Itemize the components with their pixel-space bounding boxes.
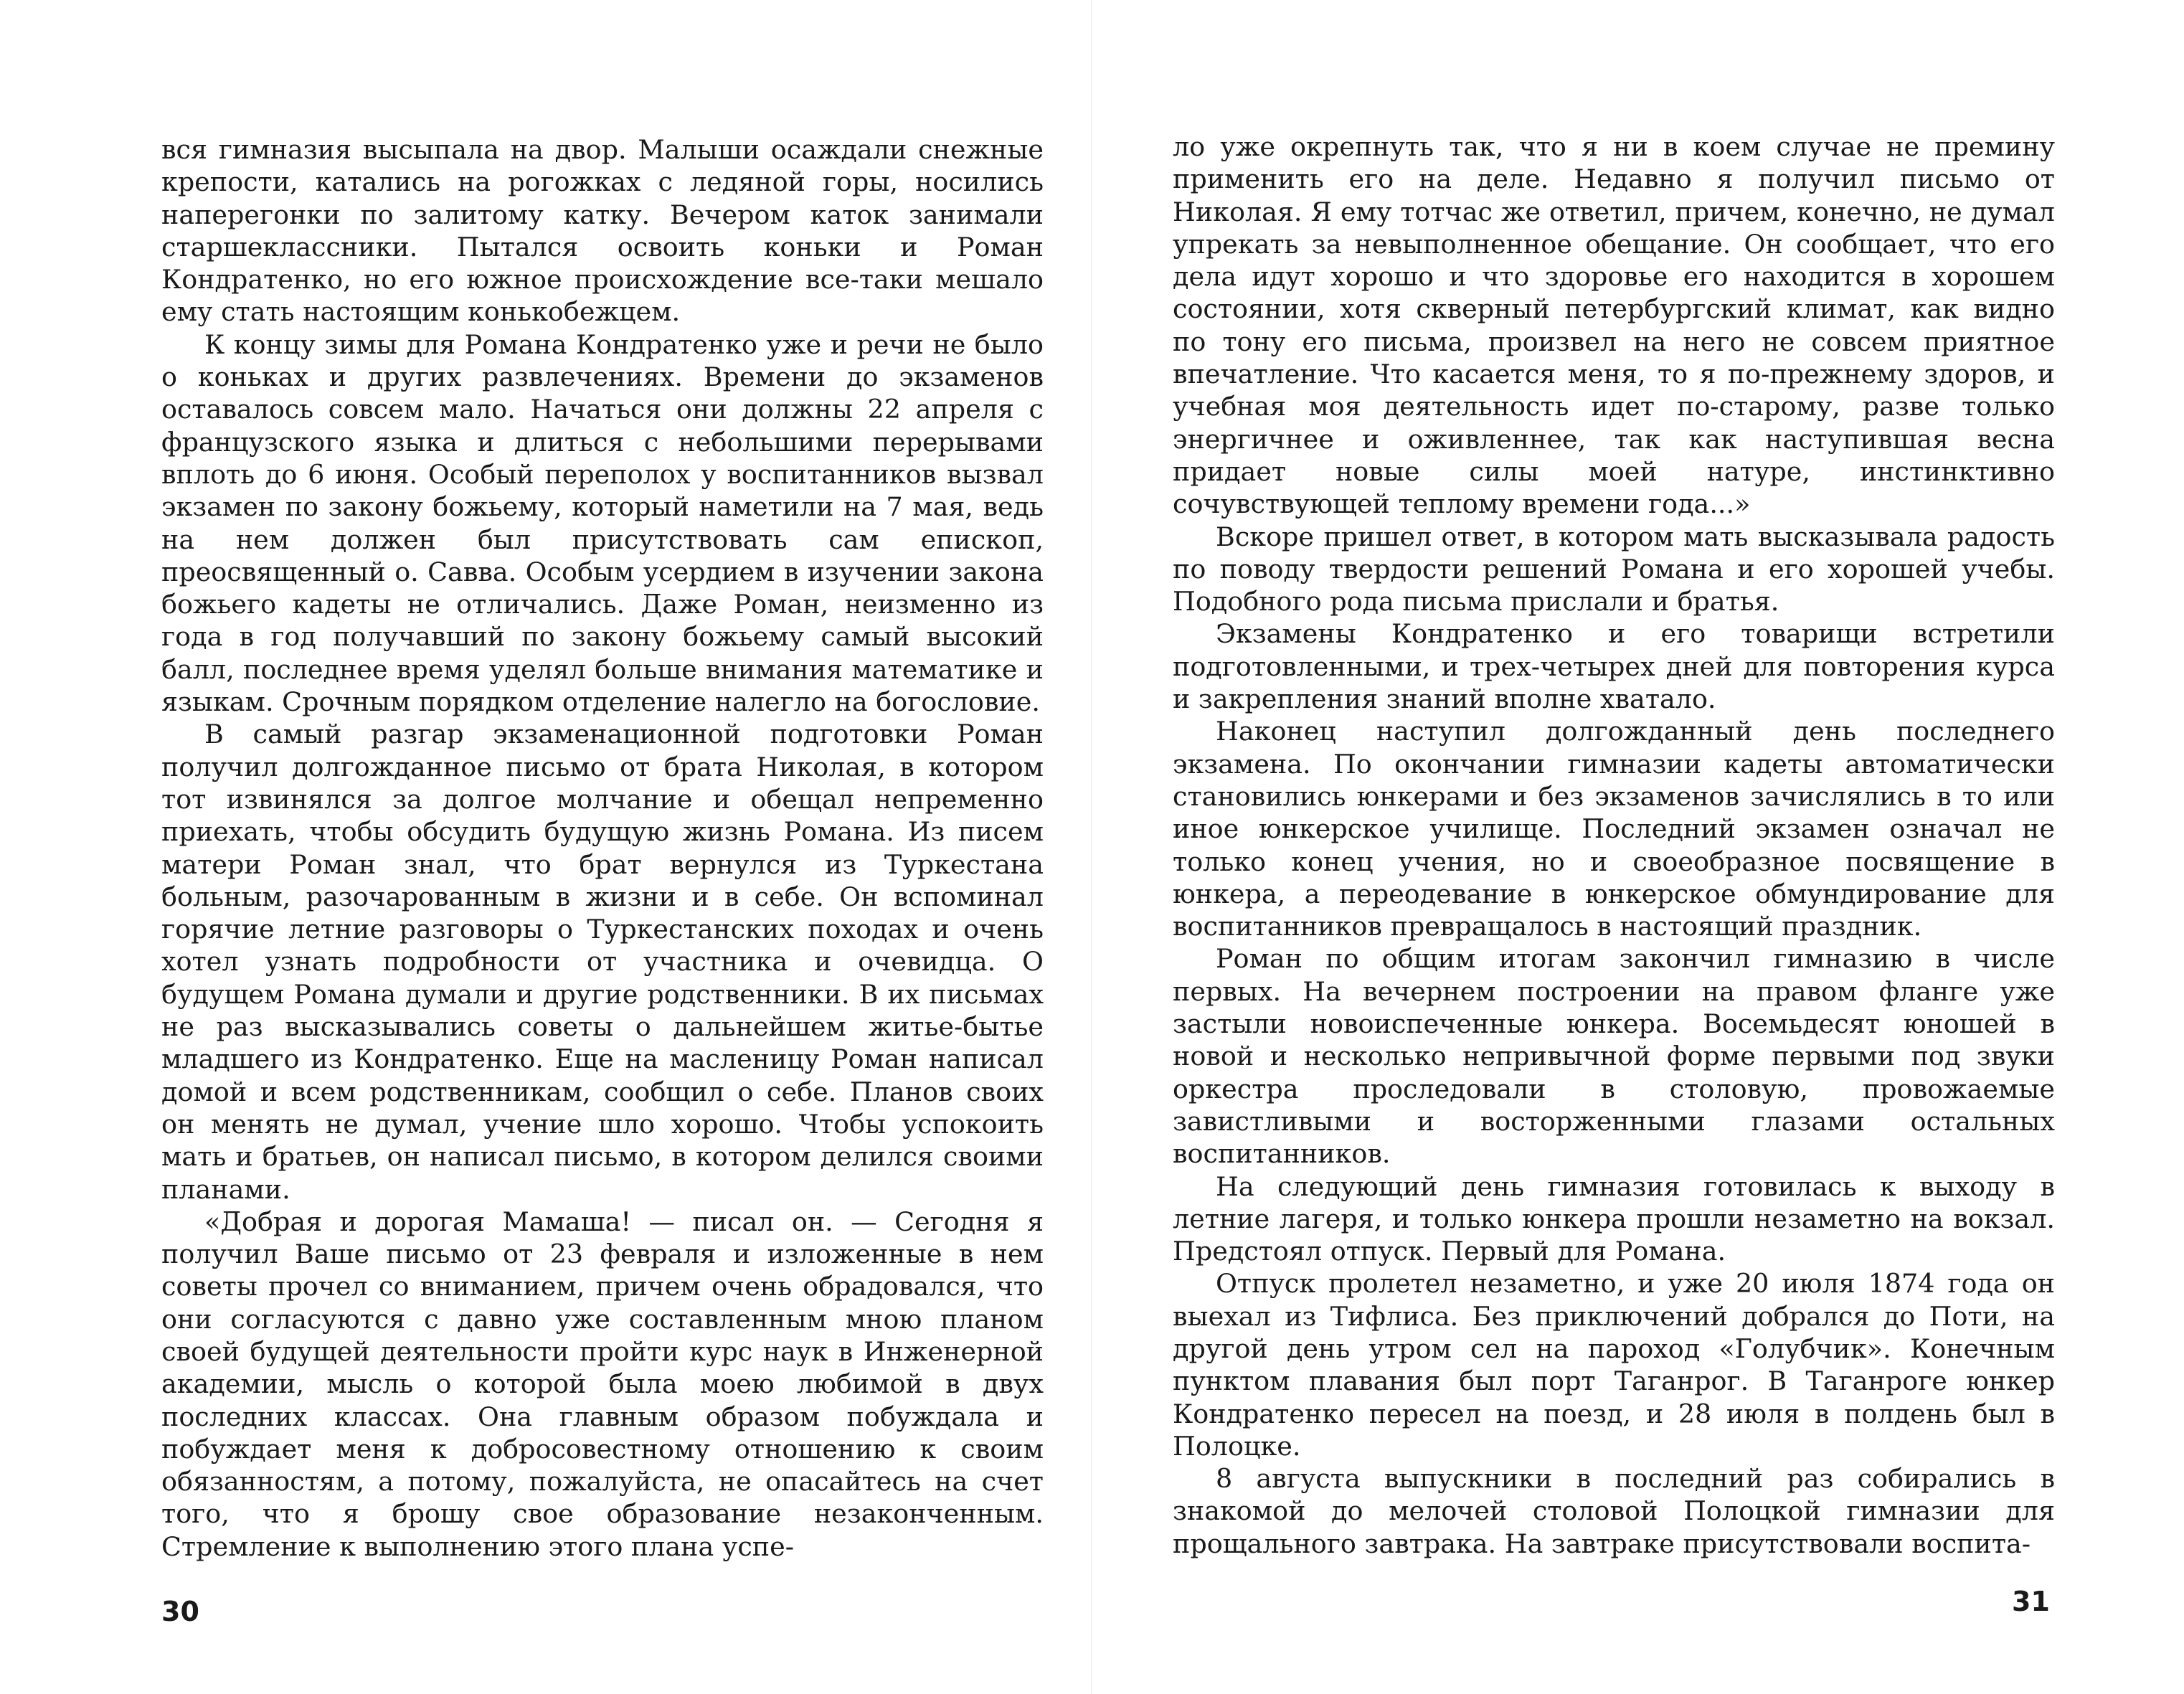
paragraph: ло уже окрепнуть так, что я ни в коем случае не премину применить его на деле. Недавно я получил письмо от Николая. Я ему тотчас же ответил, причем, конечно, не думал упрекать за невыполненное обещание. Он сообщает, что его дела идут хорошо и что здоровье его находится в хорошем состоянии, хотя скверный петербургский климат, как видно по тону его письма, произвел на него не совсем приятное впечатление. Что касается меня, то я по-прежнему здоров, и учебная моя деятельность идет по-старому, разве только энергичнее и оживленнее, так как наступившая весна придает новые силы моей натуре, инстинктивно сочувствующей теплому времени года...» <box>1173 131 2055 520</box>
paragraph: Отпуск пролетел незаметно, и уже 20 июля 1874 года он выехал из Тифлиса. Без приключений добрался до Поти, на другой день утром сел на пароход «Голубчик». Конечным пунктом плавания был порт Таганрог. В Таганроге юнкер Кондратенко пересел на поезд, и 28 июля в полдень был в Полоцке. <box>1173 1268 2055 1462</box>
right-page <box>1092 0 2184 1694</box>
paragraph: В самый разгар экзаменационной подготовки Роман получил долгожданное письмо от брата Николая, в котором тот извинялся за долгое молчание и обещал непременно приехать, чтобы обсудить будущую жизнь Романа. Из писем матери Роман знал, что брат вернулся из Туркестана больным, разочарованным в жизни и в себе. Он вспоминал горячие летние разговоры о Туркестанских походах и очень хотел узнать подробности от участника и очевидца. О будущем Романа думали и другие родственники. В их письмах не раз высказывались советы о дальнейшем житье-бытье младшего из Кондратенко. Еще на масленицу Роман написал домой и всем родственникам, сообщил о себе. Планов своих он менять не думал, учение шло хорошо. Чтобы успокоить мать и братьев, он написал письмо, в котором делился своими планами. <box>161 719 1044 1205</box>
left-page-text <box>161 133 1044 1563</box>
paragraph: вся гимназия высыпала на двор. Малыши осаждали снежные крепости, катались на рогожках с ледяной горы, носились наперегонки по залитому катку. Вечером каток занимали старшеклассники. Пытался освоить коньки и Роман Кондратенко, но его южное происхождение все-таки мешало ему стать настоящим конькобежцем. <box>161 134 1044 328</box>
page-number: 31 <box>2012 1586 2050 1617</box>
page-number: 30 <box>161 1596 199 1627</box>
paragraph: Вскоре пришел ответ, в котором мать высказывала радость по поводу твердости решений Романа и его хорошей учебы. Подобного рода письма прислали и братья. <box>1173 521 2055 617</box>
paragraph: Экзамены Кондратенко и его товарищи встретили подготовленными, и трех-четырех дней для повторения курса и закрепления знаний вполне хватало. <box>1173 618 2055 715</box>
paragraph: К концу зимы для Романа Кондратенко уже и речи не было о коньках и других развлечениях. Времени до экзаменов оставалось совсем мало. Начаться они должны 22 апреля с французского языка и длиться с небольшими перерывами вплоть до 6 июня. Особый переполох у воспитанников вызвал экзамен по закону божьему, который наметили на 7 мая, ведь на нем должен был присутствовать сам епископ, преосвященный о. Савва. Особым усердием в изучении закона божьего кадеты не отличались. Даже Роман, неизменно из года в год получавший по закону божьему самый высокий балл, последнее время уделял больше внимания математике и языкам. Срочным порядком отделение налегло на богословие. <box>161 328 1044 718</box>
paragraph: Роман по общим итогам закончил гимназию в числе первых. На вечернем построении на правом фланге уже застыли новоиспеченные юнкера. Восемьдесят юношей в новой и несколько непривычной форме первыми под звуки оркестра проследовали в столовую, провожаемые завистливыми и восторженными глазами остальных воспитанников. <box>1173 943 2055 1170</box>
paragraph: 8 августа выпускники в последний раз собирались в знакомой до мелочей столовой Полоцкой гимназии для прощального завтрака. На завтраке присутствовали воспита- <box>1173 1463 2055 1559</box>
paragraph: «Добрая и дорогая Мамаша! — писал он. — Сегодня я получил Ваше письмо от 23 февраля и изложенные в нем советы прочел со вниманием, причем очень обрадовался, что они согласуются с давно уже составленным мною планом своей будущей деятельности пройти курс наук в Инженерной академии, мысль о которой была моею любимой в двух последних классах. Она главным образом побуждала и побуждает меня к добросовестному отношению к своим обязанностям, а потому, пожалуйста, не опасайтесь на счет того, что я брошу свое образование незаконченным. Стремление к выполнению этого плана успе- <box>161 1206 1044 1562</box>
paragraph: Наконец наступил долгожданный день последнего экзамена. По окончании гимназии кадеты автоматически становились юнкерами и без экзаменов зачислялись в то или иное юнкерское училище. Последний экзамен означал не только конец учения, но и своеобразное посвящение в юнкера, а переодевание в юнкерское обмундирование для воспитанников превращалось в настоящий праздник. <box>1173 716 2055 942</box>
right-page-text <box>1173 131 2055 1560</box>
paragraph: На следующий день гимназия готовилась к выходу в летние лагеря, и только юнкера прошли незаметно на вокзал. Предстоял отпуск. Первый для Романа. <box>1173 1170 2055 1267</box>
